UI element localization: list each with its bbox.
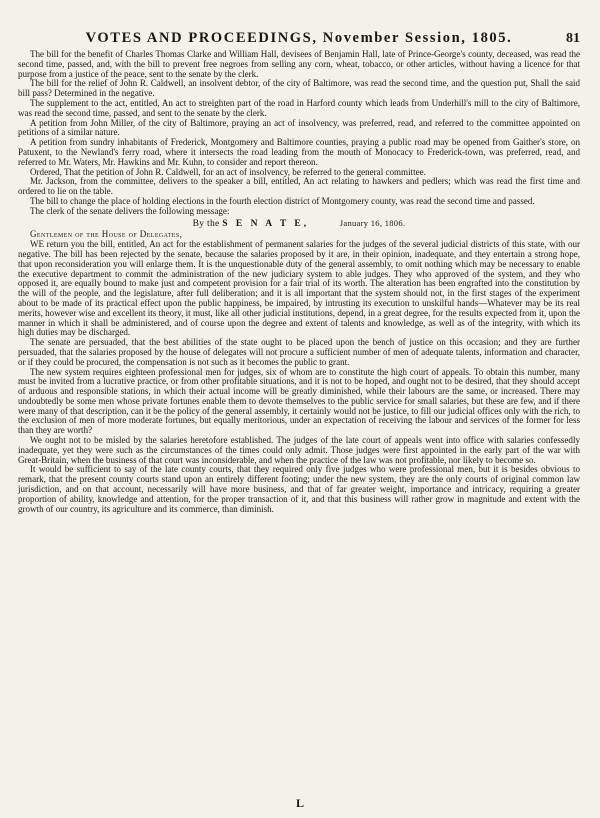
page-title: VOTES AND PROCEEDINGS, November Session, 1805.: [85, 30, 513, 46]
paragraph: WE return you the bill, entitled, An act for the establishment of permanent salaries for the judges of the several judicial districts of this state, with our negative. The bill has been rejected by the senate, because the salaries proposed by it are, in their opinion, inadequate, and they entertain a strong hope, that upon reconsideration you will enlarge them. It is the unquestionable duty of the general assembly, to omit nothing which may be necessary to enable the executive department to commit the administration of the new judiciary system to able judges. They who approved of the system, and they who opposed it, are equally bound to make just and competent provision for a fair trial of its worth. The alteration has been engrafted into the constitution by the will of the people, and the legislature, after full deliberation; and it is all important that the system should not, in the first stages of the experiment about to be made of its practical effect upon the public happiness, be impaired, by intrusting its execution to unskilful hands—Whatever may be its real merits, however wise and excellent its theory, it must, like all other judicial institutions, depend, in a great degree, for the results expected from it, upon the manner in which it shall be administered, and of course upon the degree and extent of talents and knowledge, as well as of the integrity, with which its high duties may be discharged.: [18, 239, 580, 338]
paragraph: The supplement to the act, entitled, An act to streighten part of the road in Harford county which leads from Underhill's mill to the city of Baltimore, was read the second time, passed, and sent to the senate by the clerk.: [18, 97, 580, 118]
paragraph: A petition from sundry inhabitants of Frederick, Montgomery and Baltimore counties, praying a public road may be opened from Gaither's store, on Patuxent, to the Newland's ferry road, where it intersects the road leading from the mouth of Monocacy to Frederick-town, was preferred, read, and referred to Mr. Waters, Mr. Hawkins and Mr. Kuhn, to consider and report thereon.: [18, 137, 580, 167]
signature-mark: L: [295, 796, 304, 810]
page-number: 81: [566, 31, 580, 46]
paragraph: The bill for the benefit of Charles Thomas Clarke and William Hall, devisees of Benjamin Hall, late of Prince-George's county, deceased, was read the second time, passed, and, with the bill to prevent free negroes from selling any corn, wheat, tobacco, or other articles, without having a licence for that purpose from a justice of the peace, sent to the senate by the clerk.: [18, 49, 580, 79]
paragraph: Ordered, That the petition of John R. Caldwell, for an act of insolvency, be referred to the general committee.: [30, 166, 426, 177]
paragraph: The clerk of the senate delivers the following message:: [30, 205, 230, 216]
message-date: January 16, 1806.: [339, 217, 406, 228]
paragraph: The senate are persuaded, that the best abilities of the state ought to be placed upon the bench of justice on this occasion; and they are further persuaded, that the salaries proposed by the house of delegates will not procure a sufficient number of men of adequate talents, information and character, or if they could be procured, the compensation is not such as it becomes the public to grant.: [18, 337, 580, 367]
message-by-the: By the: [192, 218, 220, 229]
document-body: [18, 50, 580, 514]
paragraph: It would be sufficient to say of the late county courts, that they required only five judges who were professional men, but it is besides obvious to remark, that the present county courts stand upon an entirely different footing; under the new system, they are the only courts of original common law jurisdiction, and on that account, necessarily will have more business, and that of far greater weight, importance and intricacy, requiring a greater proportion of ability, knowledge and attention, for the proper transaction of it, and that this business will rather grow in magnitude and extent with the growth of our country, its agriculture and its commerce, than diminish.: [18, 464, 580, 514]
page-header: [18, 30, 580, 47]
paragraph: Mr. Jackson, from the committee, delivers to the speaker a bill, entitled, An act relating to hawkers and pedlers; which was read the first time and ordered to lie on the table.: [18, 176, 580, 197]
message-dateline: [18, 219, 580, 230]
paragraph: A petition from John Miller, of the city of Baltimore, praying an act of insolvency, was preferred, read, and referred to the committee appointed on petitions of a similar nature.: [18, 117, 580, 138]
paragraph: We ought not to be misled by the salaries heretofore established. The judges of the late court of appeals went into office with salaries confessedly inadequate, yet they were such as the circumstances of the times could only admit. Those judges were first appointed in the early part of the war with Great-Britain, when the business of that court was inconsiderable, and when the practice of the law was not profitable, nor likely to become so.: [18, 435, 580, 465]
paragraph: The new system requires eighteen professional men for judges, six of whom are to constitute the high court of appeals. To obtain this number, many must be invited from a lucrative practice, or from other profitable situations, and it is not to be hoped, and ought not to be desired, that they should accept of arduous and responsible stations, in which their actual income will be greatly diminished, while their labours are the same, or increased. There may undoubtedly be some men whose private fortunes enable them to devote themselves to the public service for small salaries, but these are few, and if there were many of that description, can it be the policy of the general assembly, it certainly would not be justice, to fill our judicial offices only with the rich, to the exclusion of men of more moderate fortunes, but equally meritorious, under an expectation of receiving the labour and services of the former for less than they are worth?: [18, 366, 580, 436]
message-salutation: Gentlemen of the House of Delegates,: [30, 229, 183, 240]
message-senate: S E N A T E,: [222, 218, 310, 229]
paragraph: The bill to change the place of holding elections in the fourth election district of Montgomery county, was read the second time and passed.: [30, 195, 535, 206]
paragraph: The bill for the relief of John R. Caldwell, an insolvent debtor, of the city of Baltimore, was read the second time, and the question put, Shall the said bill pass? Determined in the negative.: [18, 78, 580, 99]
